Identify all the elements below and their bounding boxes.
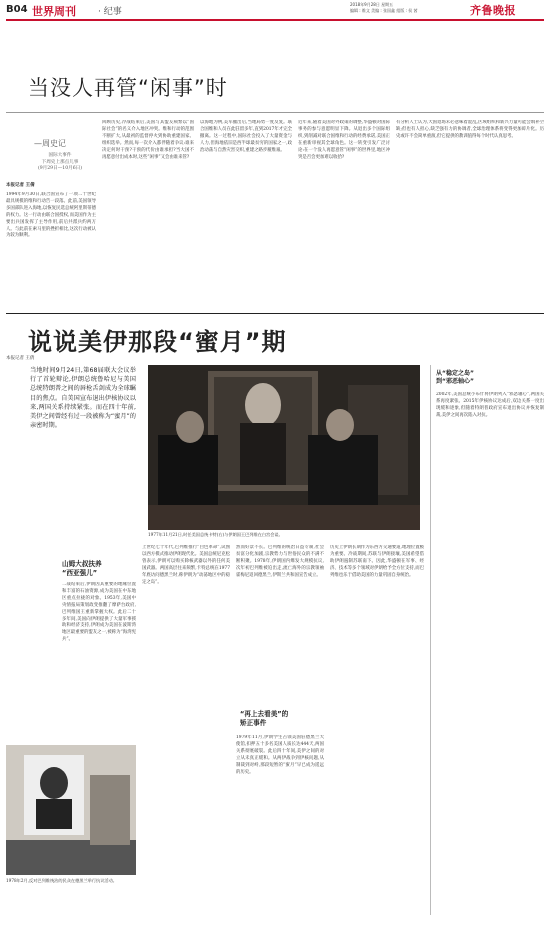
subhead-1: 山姆大叔扶养 “西亚强儿” [62, 560, 102, 577]
photo-caption: 1977年11月21日,时任美国总统卡特(右)与伊朗国王巴列维在白宫会谈。 [148, 532, 283, 537]
article-divider [6, 313, 544, 314]
protest-illustration [6, 745, 136, 875]
top-article-col-1: 1994年9月30日,联合国宣布了一项二十世纪最具规模的维和行动告一段落。此前,美国领导多国部队进入海地,以恢复民选总统阿里斯蒂德的权力。这一行动由联合国授权,而美国作为主要出兵国发挥了主导作用,前后共派兵约两万人。与此前在索马里的挫折相比,这次行动被认为较为顺利。 [6, 192, 96, 239]
title-underline [6, 112, 544, 113]
subhead-2: “再上去看美”的 矫正事件 [240, 710, 289, 727]
top-article-col-4: 近年来,随着美国对外政策的调整,华盛顿对国际事务的参与意愿明显下降。从退出多个国际组织,到削减对联合国维和行动的经费承诺,美国正在重新审视其全球角色。这一转变引发广泛讨论:在一个没人再愿意管“闲事”的世界里,地区冲突是否会更加难以收拾? [298, 120, 390, 160]
second-col-d: 1979年11月,伊朗学生占领美国驻德黑兰大使馆,扣押五十多名美国人质长达444天,两国关系彻底破裂。此后四十年间,美伊之间的对立从未真正缓和。从两伊战争到伊核问题,从制裁到对峙,那段短暂的“蜜月”早已成为遥远的历史。 [236, 735, 324, 775]
sidebar-rule [430, 365, 431, 915]
edition-meta [350, 2, 460, 13]
section-subtitle: · 纪事 [98, 7, 122, 17]
sidebar-heading: 从“稳定之岛” 到“邪恶轴心” [436, 370, 474, 385]
second-article-byline: 本报记者 王倩 [6, 356, 35, 361]
photo-illustration [148, 365, 420, 530]
second-col-a: 二战结束后,伊朗因其重要的地缘位置和丰富的石油资源,成为美国在中东地区重点拉拢的对象。1953年,美国中央情报局策划政变推翻了摩萨台政府,巴列维国王重新掌握大权。此后二十多年间,美国向伊朗提供了大量军事援助和经济支持,伊朗成为美国在波斯湾地区最重要的盟友之一,被称为“海湾宪兵”。 [62, 582, 136, 643]
second-article-lede: 当地时间9月24日,第68届联大会议举行了首轮辩论,伊朗总统鲁哈尼与美国总统特朗普之间的唇枪舌剑成为全球瞩目的焦点。自美国宣布退出伊核协议以来,两国关系持续紧张。而在四十年前,美伊之间曾经有过一段被称为“蜜月”的亲密时期。 [30, 367, 136, 430]
second-article-title: 说说美伊那段“蜜月”期 [28, 328, 287, 356]
second-col-c: 然而好景不长。巴列维的统治日益专制,社会贫富分化加剧,宗教势力与世俗民众的不满不断积聚。1978年,伊朗国内爆发大规模抗议,次年初巴列维被迫出走,流亡海外的宗教领袖霍梅尼返回德黑兰,伊斯兰共和国宣告成立。 [236, 545, 324, 578]
masthead-rule [6, 19, 544, 21]
masthead [0, 0, 550, 20]
carter-shah-photo [148, 365, 420, 530]
top-article-col-3: 以海地为例,美军撤出后,当地局势一度反复。联合国维和人员在此驻留多年,直到2017年才完全撤离。这一过程中,国际社会投入了大量资金与人力,但海地依旧是西半球最贫穷的国家之一,政治动荡与自然灾害交织,重建之路步履维艰。 [200, 120, 292, 153]
protest-photo [6, 745, 136, 875]
second-col-b: 上世纪七十年代,巴列维推行“白色革命”,试图以西方模式推动伊朗现代化。美国总统尼克松曾表示,伊朗可以购买除核武器以外的任何美国武器。两国高层往来频繁,卡特总统在1977年底访问德黑兰时,称伊朗为“动荡地区中的稳定之岛”。 [142, 545, 230, 585]
edition-editors: 编辑 : 维文 美编 : 张国鑫 组版 : 侯 茜 [350, 7, 418, 13]
edition-date: 2018年9月28日 星期五 [350, 2, 394, 7]
top-article-byline: 本报记者 王倩 [6, 183, 35, 188]
page-number: B04 [6, 4, 28, 15]
top-article-title: 当没人再管“闲事”时 [28, 76, 228, 100]
newspaper-logo: 齐鲁晚报 [470, 4, 516, 17]
top-article-col-5: 有分析人士认为,大国退场未必意味着混乱,区域组织和新兴力量可能会填补空缺;但也有人担心,缺乏强有力的协调者,全球治理体系将变得更加碎片化。历史或许不会简单重演,但它提供的教训值得每个时代认真思考。 [396, 120, 544, 139]
protest-caption: 1978年2月,反对巴列维统治的民众在德黑兰举行抗议活动。 [6, 878, 117, 883]
second-col-e: 历史上伊朗长期作为东西方交通要道,地理位置极为重要。冷战期间,苏联与伊朗接壤,美国希望借助伊朗遏制苏联南下。因此,华盛顿在军事、经济、技术等多个领域对伊朗给予全方位支持,而巴列维也乐于借助美国的力量巩固自身统治。 [330, 545, 424, 578]
second-col-f: 2002年,美国总统小布什将伊朗列入“邪恶轴心”,两国关系再度紧张。2015年伊核协议达成后,双边关系一度出现缓和迹象,但随着特朗普政府宣布退出协议并恢复制裁,美伊之间再次陷入对抗。 [436, 392, 544, 418]
top-article-col-2: 回顾历史,冷战结束后,美国与其盟友频繁以“国际社会”的名义介入地区冲突。维和行动的范围不断扩大,从最初的监督停火到协助重建国家、组织选举。然而,每一次介入都伴随着争议:谁来决定何时干预?干预的代价由谁承担?当大国不再愿意付出成本时,这些“闲事”又会由谁来管? [102, 120, 194, 160]
column-title: —周史记 [34, 139, 66, 148]
section-name: 世界周刊 [32, 5, 76, 18]
column-span: 国际大事件 下周史上那点儿事 (9月29日—10月6日) [37, 153, 83, 171]
